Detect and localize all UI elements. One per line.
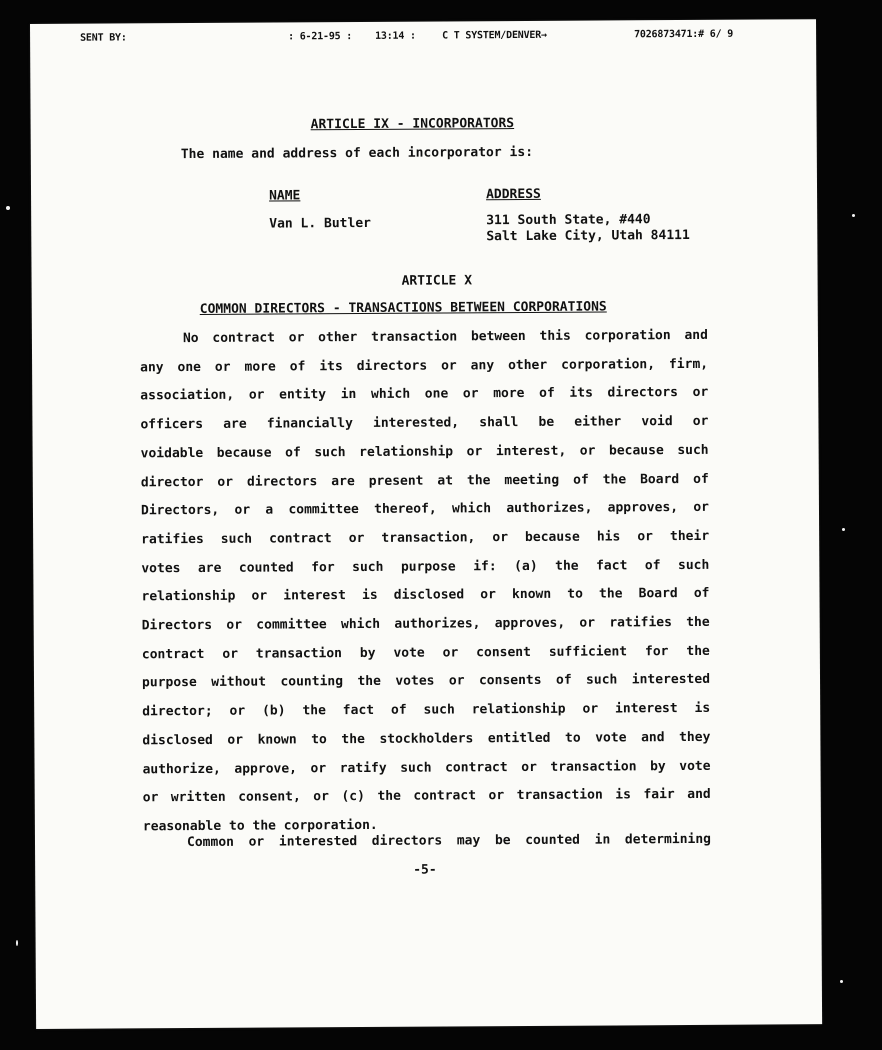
body-line: director or directors are present at the meeting of the Board of: [140, 471, 709, 490]
body-line: Directors or committee which authorizes, approves, or ratifies the: [141, 614, 710, 634]
body-line: votes are counted for such purpose if: (a) the fact of such: [141, 557, 710, 576]
body-line: contract or transaction by vote or consent sufficient for the: [141, 643, 710, 663]
fax-time: 13:14 :: [375, 30, 416, 42]
body-line: reasonable to the corporation.: [142, 817, 378, 835]
article-x-heading: ARTICLE X: [401, 273, 473, 289]
body-line: or written consent, or (c) the contract or transaction is fair and: [142, 787, 711, 806]
body-line: Directors, or a committee thereof, which authorizes, approves, or: [140, 500, 710, 519]
body-line: purpose without counting the votes or consents of such interested: [141, 672, 711, 691]
fax-header: [30, 28, 816, 47]
body-line: authorize, approve, or ratify such contract or transaction by vote: [142, 758, 711, 777]
article-x-subheading: COMMON DIRECTORS - TRANSACTIONS BETWEEN CORPORATIONS: [199, 299, 607, 317]
body-line: No contract or other transaction between this corporation and: [182, 327, 708, 347]
fax-sent-by: SENT BY:: [80, 32, 127, 44]
body-line: ratifies such contract or transaction, or because his or their: [141, 528, 710, 548]
scan-speck: [840, 980, 843, 983]
body-line: association, or entity in which one or more of its directors or: [140, 385, 709, 404]
scan-speck: [842, 528, 845, 531]
body-line: relationship or interest is disclosed or known to the Board of: [141, 586, 710, 605]
fax-page: [30, 19, 822, 1029]
scan-speck: [852, 214, 855, 217]
body-line: voidable because of such relationship or interest, or because such: [140, 442, 709, 462]
address-line-1: 311 South State, #440: [486, 212, 651, 229]
article-ix-heading: ARTICLE IX - INCORPORATORS: [310, 116, 515, 133]
scan-speck: [16, 940, 18, 946]
address-line-2: Salt Lake City, Utah 84111: [486, 227, 690, 245]
body-line: officers are financially interested, shall be either void or: [140, 413, 709, 433]
scan-speck: [6, 206, 10, 210]
incorporator-name: Van L. Butler: [269, 215, 372, 232]
body-line: any one or more of its directors or any other corporation, firm,: [140, 356, 709, 376]
incorporator-address: [486, 212, 690, 245]
article-x-body: [140, 322, 711, 842]
page-number: -5-: [413, 862, 437, 878]
fax-date: : 6-21-95 :: [288, 31, 353, 43]
next-paragraph-start: Common or interested directors may be counted in determining: [186, 831, 712, 851]
fax-system: C T SYSTEM/DENVER→: [442, 29, 547, 42]
address-column-label: ADDRESS: [486, 186, 541, 203]
body-line: disclosed or known to the stockholders entitled to vote and they: [142, 729, 711, 749]
name-column-label: NAME: [269, 188, 301, 204]
incorporator-intro: The name and address of each incorporator is:: [180, 144, 534, 163]
body-line: director; or (b) the fact of such relationship or interest is: [142, 700, 711, 720]
fax-number: 7026873471:# 6/ 9: [634, 28, 734, 41]
